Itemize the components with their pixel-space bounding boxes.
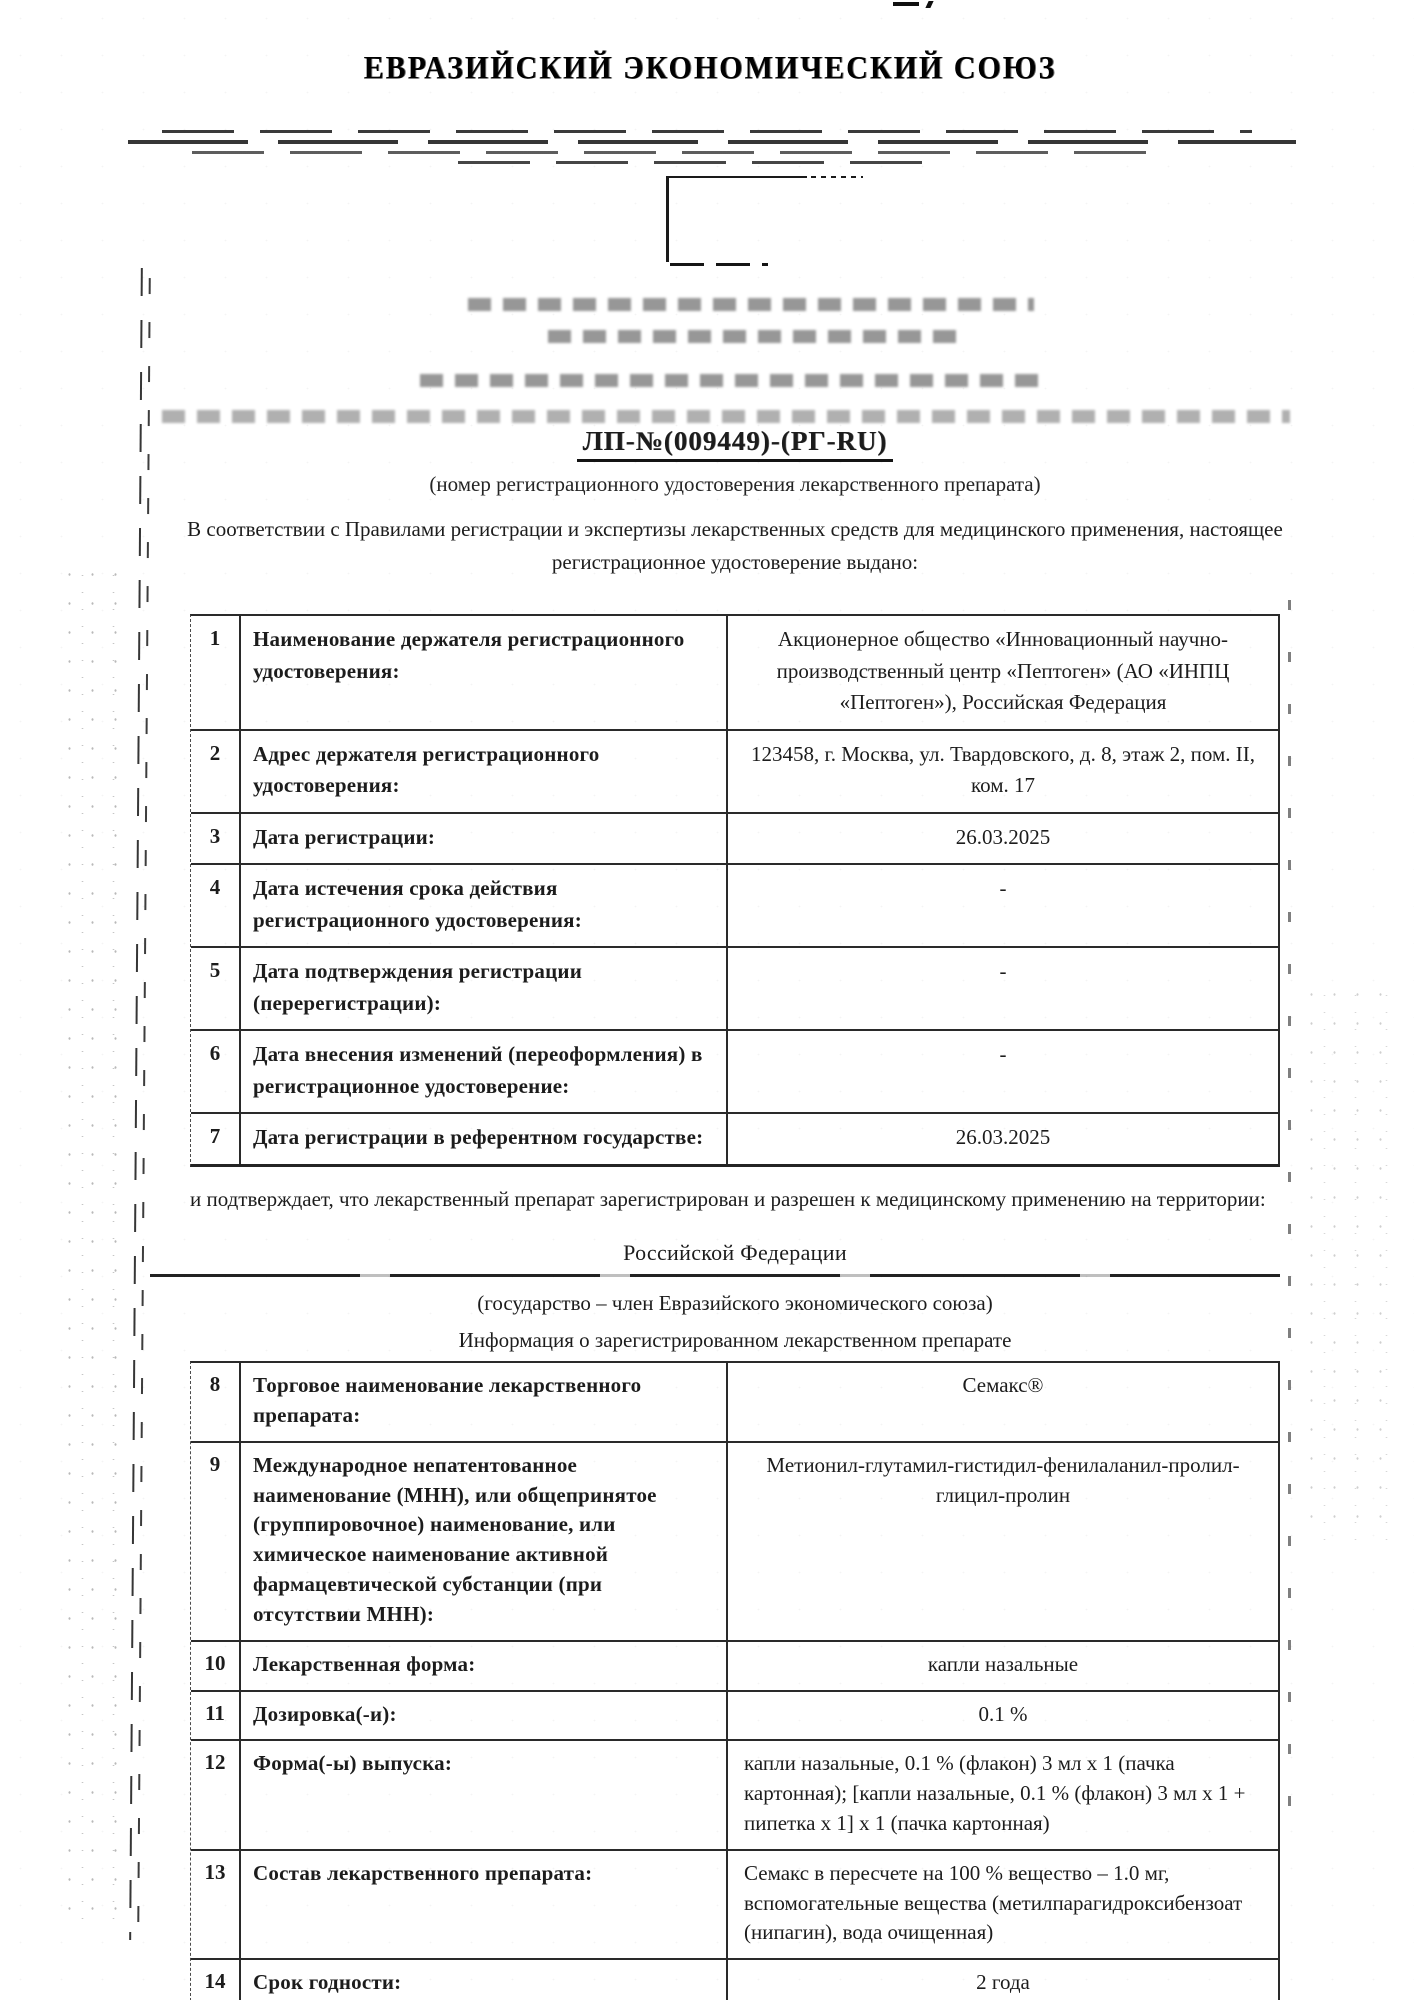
row-value: 26.03.2025	[955, 1125, 1051, 1150]
table-row	[191, 1692, 1278, 1742]
row-number: 8	[191, 1363, 241, 1441]
row-value: -	[999, 959, 1007, 984]
row-label: Дата внесения изменений (переоформления) в регистрационное удостоверение:	[241, 1031, 728, 1112]
table-row	[191, 1642, 1278, 1692]
row-number: 1	[191, 616, 241, 729]
row-label: Адрес держателя регистрационного удостоверения:	[241, 731, 728, 812]
row-label: Форма(-ы) выпуска:	[241, 1741, 728, 1848]
confirmation-paragraph: и подтверждает, что лекарственный препарат зарегистрирован и разрешен к медицинскому применению на территории:	[190, 1186, 1266, 1211]
holder-info-table	[190, 614, 1280, 1167]
row-value: -	[999, 1042, 1007, 1067]
row-label: Наименование держателя регистрационного удостоверения:	[241, 616, 728, 729]
product-info-table	[190, 1361, 1280, 2000]
scan-artifact-corner-mark	[893, 2, 919, 6]
table-row	[191, 731, 1278, 814]
row-label: Дозировка(-и):	[241, 1692, 728, 1740]
row-label: Дата регистрации в референтном государстве:	[241, 1114, 728, 1164]
row-number: 10	[191, 1642, 241, 1690]
table-row	[191, 1031, 1278, 1114]
row-label: Дата регистрации:	[241, 814, 728, 864]
row-number: 3	[191, 814, 241, 864]
registration-number: ЛП-№(009449)-(РГ-RU)	[577, 426, 894, 462]
row-value: капли назальные, 0.1 % (флакон) 3 мл х 1 (пачка картонная); [капли назальные, 0.1 % (флакон) 3 мл х 1 + пипетка х 1] х 1 (пачка картонная)	[744, 1751, 1246, 1835]
territory-caption: (государство – член Евразийского экономического союза)	[477, 1291, 993, 1316]
horizontal-rule	[150, 1274, 1280, 1277]
registration-number-caption: (номер регистрационного удостоверения лекарственного препарата)	[429, 472, 1041, 496]
row-number: 9	[191, 1443, 241, 1640]
document-title: ЕВРАЗИЙСКИЙ ЭКОНОМИЧЕСКИЙ СОЮЗ	[363, 50, 1057, 87]
table-row	[191, 1443, 1278, 1642]
registration-number-block	[150, 426, 1320, 462]
row-value: 26.03.2025	[955, 824, 1051, 849]
row-label: Дата истечения срока действия регистрационного удостоверения:	[241, 865, 728, 946]
table-row	[191, 1363, 1278, 1443]
table-row	[191, 865, 1278, 948]
row-value: капли назальные	[927, 1651, 1079, 1676]
row-number: 11	[191, 1692, 241, 1740]
table-row	[191, 814, 1278, 866]
row-number: 2	[191, 731, 241, 812]
table-row	[191, 948, 1278, 1031]
row-value: -	[999, 876, 1007, 901]
row-label: Торговое наименование лекарственного препарата:	[241, 1363, 728, 1441]
row-label: Состав лекарственного препарата:	[241, 1851, 728, 1958]
scan-noise-left-margin	[58, 560, 130, 1920]
row-value: 123458, г. Москва, ул. Твардовского, д. 8, этаж 2, пом. II, ком. 17	[750, 741, 1256, 798]
row-label: Срок годности:	[241, 1960, 728, 2000]
table-row	[191, 1114, 1278, 1164]
row-value: Семакс в пересчете на 100 % вещество – 1.0 мг, вспомогательные вещества (метилпарагидроксибензоат (нипагин), вода очищенная)	[744, 1860, 1243, 1945]
row-number: 5	[191, 948, 241, 1029]
row-number: 13	[191, 1851, 241, 1958]
table-row	[191, 1960, 1278, 2000]
row-label: Международное непатентованное наименование (МНН), или общепринятое (группировочное) наименование, или химическое наименование активной фармацевтической субстанции (при отсутствии МНН):	[241, 1443, 728, 1640]
row-value: 0.1 %	[978, 1701, 1028, 1726]
row-number: 14	[191, 1960, 241, 2000]
row-number: 7	[191, 1114, 241, 1164]
row-label: Дата подтверждения регистрации (перерегистрации):	[241, 948, 728, 1029]
table-row	[191, 1851, 1278, 1960]
territory-name: Российской Федерации	[623, 1240, 847, 1266]
table-row	[191, 1741, 1278, 1850]
row-value: Метионил-глутамил-гистидил-фенилаланил-пролил-глицил-пролин	[766, 1452, 1240, 1507]
table-row	[191, 616, 1278, 731]
row-label: Лекарственная форма:	[241, 1642, 728, 1690]
row-number: 6	[191, 1031, 241, 1112]
intro-paragraph: В соответствии с Правилами регистрации и экспертизы лекарственных средств для медицинского применения, настоящее регистрационное удостоверение выдано:	[187, 517, 1283, 574]
row-number: 12	[191, 1741, 241, 1848]
row-value: Семакс®	[962, 1373, 1044, 1398]
row-number: 4	[191, 865, 241, 946]
row-value: 2 года	[976, 1970, 1030, 1995]
info-section-heading: Информация о зарегистрированном лекарственном препарате	[458, 1328, 1012, 1353]
row-value: Акционерное общество «Инновационный научно-производственный центр «Пептоген» (АО «ИНПЦ «Пептоген»), Российская Федерация	[776, 627, 1230, 715]
document-content	[150, 52, 1320, 2000]
